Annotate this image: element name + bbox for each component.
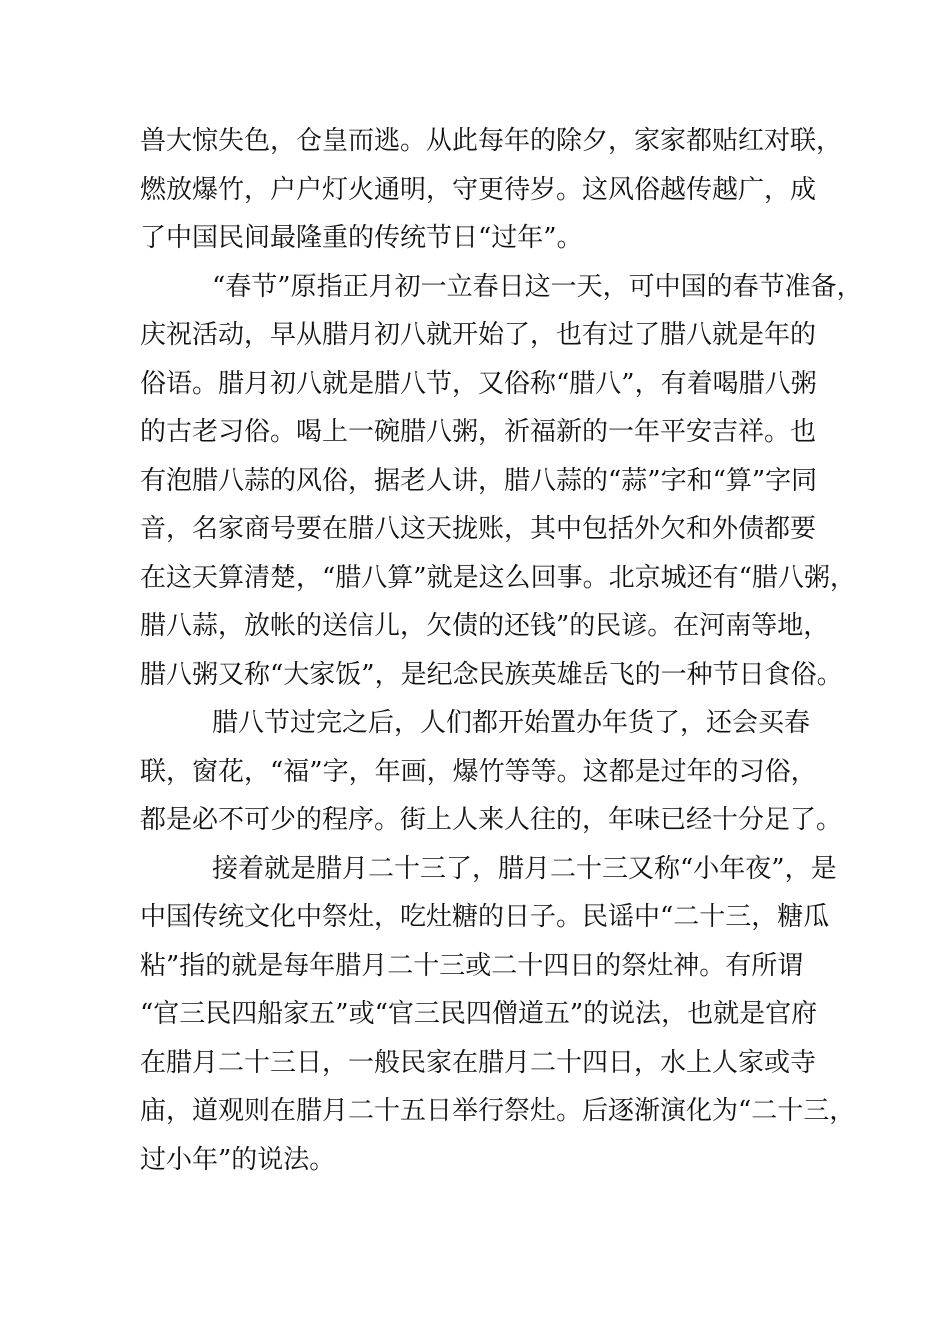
text-line: 过小年”的说法。 <box>140 1144 336 1175</box>
text-line: 联，窗花，“福”字，年画，爆竹等等。这都是过年的习俗， <box>140 756 817 787</box>
text-line: 在腊月二十三日，一般民家在腊月二十四日，水上人家或寺 <box>140 1047 817 1078</box>
text-line: “春节”原指正月初一立春日这一天，可中国的春节准备， <box>212 271 863 302</box>
text-line: 接着就是腊月二十三了，腊月二十三又称“小年夜”，是 <box>212 853 837 884</box>
text-line: 庆祝活动，早从腊月初八就开始了，也有过了腊八就是年的 <box>140 320 817 350</box>
text-line: 俗语。腊月初八就是腊八节，又俗称“腊八”，有着喝腊八粥 <box>140 368 817 399</box>
paragraph <box>140 699 843 845</box>
text-line: 都是必不可少的程序。街上人来人往的，年味已经十分足了。 <box>140 805 843 835</box>
text-line: 兽大惊失色，仓皇而逃。从此每年的除夕，家家都贴红对联， <box>140 126 843 156</box>
paragraph <box>140 117 843 263</box>
text-line: 腊八节过完之后，人们都开始置办年货了，还会买春 <box>212 708 811 738</box>
text-line: 粘”指的就是每年腊月二十三或二十四日的祭灶神。有所谓 <box>140 950 804 981</box>
text-line: 燃放爆竹，户户灯火通明，守更待岁。这风俗越传越广，成 <box>140 174 817 205</box>
text-line: 了中国民间最隆重的传统节日“过年”。 <box>140 223 583 253</box>
paragraph <box>140 263 863 700</box>
text-line: 的古老习俗。喝上一碗腊八粥，祈福新的一年平安吉祥。也 <box>140 417 817 447</box>
text-line: “官三民四船家五”或“官三民四僧道五”的说法，也就是官府 <box>140 999 818 1029</box>
text-line: 有泡腊八蒜的风俗，据老人讲，腊八蒜的“蒜”字和“算”字同 <box>140 465 818 496</box>
text-line: 腊八粥又称“大家饭”，是纪念民族英雄岳飞的一种节日食俗。 <box>140 659 843 690</box>
text-line: 庙，道观则在腊月二十五日举行祭灶。后逐渐演化为“二十三， <box>140 1096 856 1126</box>
text-line: 在这天算清楚，“腊八算”就是这么回事。北京城还有“腊八粥， <box>140 562 856 593</box>
document-body <box>140 117 863 1184</box>
paragraph <box>140 845 856 1185</box>
text-line: 音，名家商号要在腊八这天拢账，其中包括外欠和外债都要 <box>140 514 817 544</box>
text-line: 腊八蒜，放帐的送信儿，欠债的还钱”的民谚。在河南等地， <box>140 611 830 641</box>
text-line: 中国传统文化中祭灶，吃灶糖的日子。民谣中“二十三，糖瓜 <box>140 902 830 932</box>
